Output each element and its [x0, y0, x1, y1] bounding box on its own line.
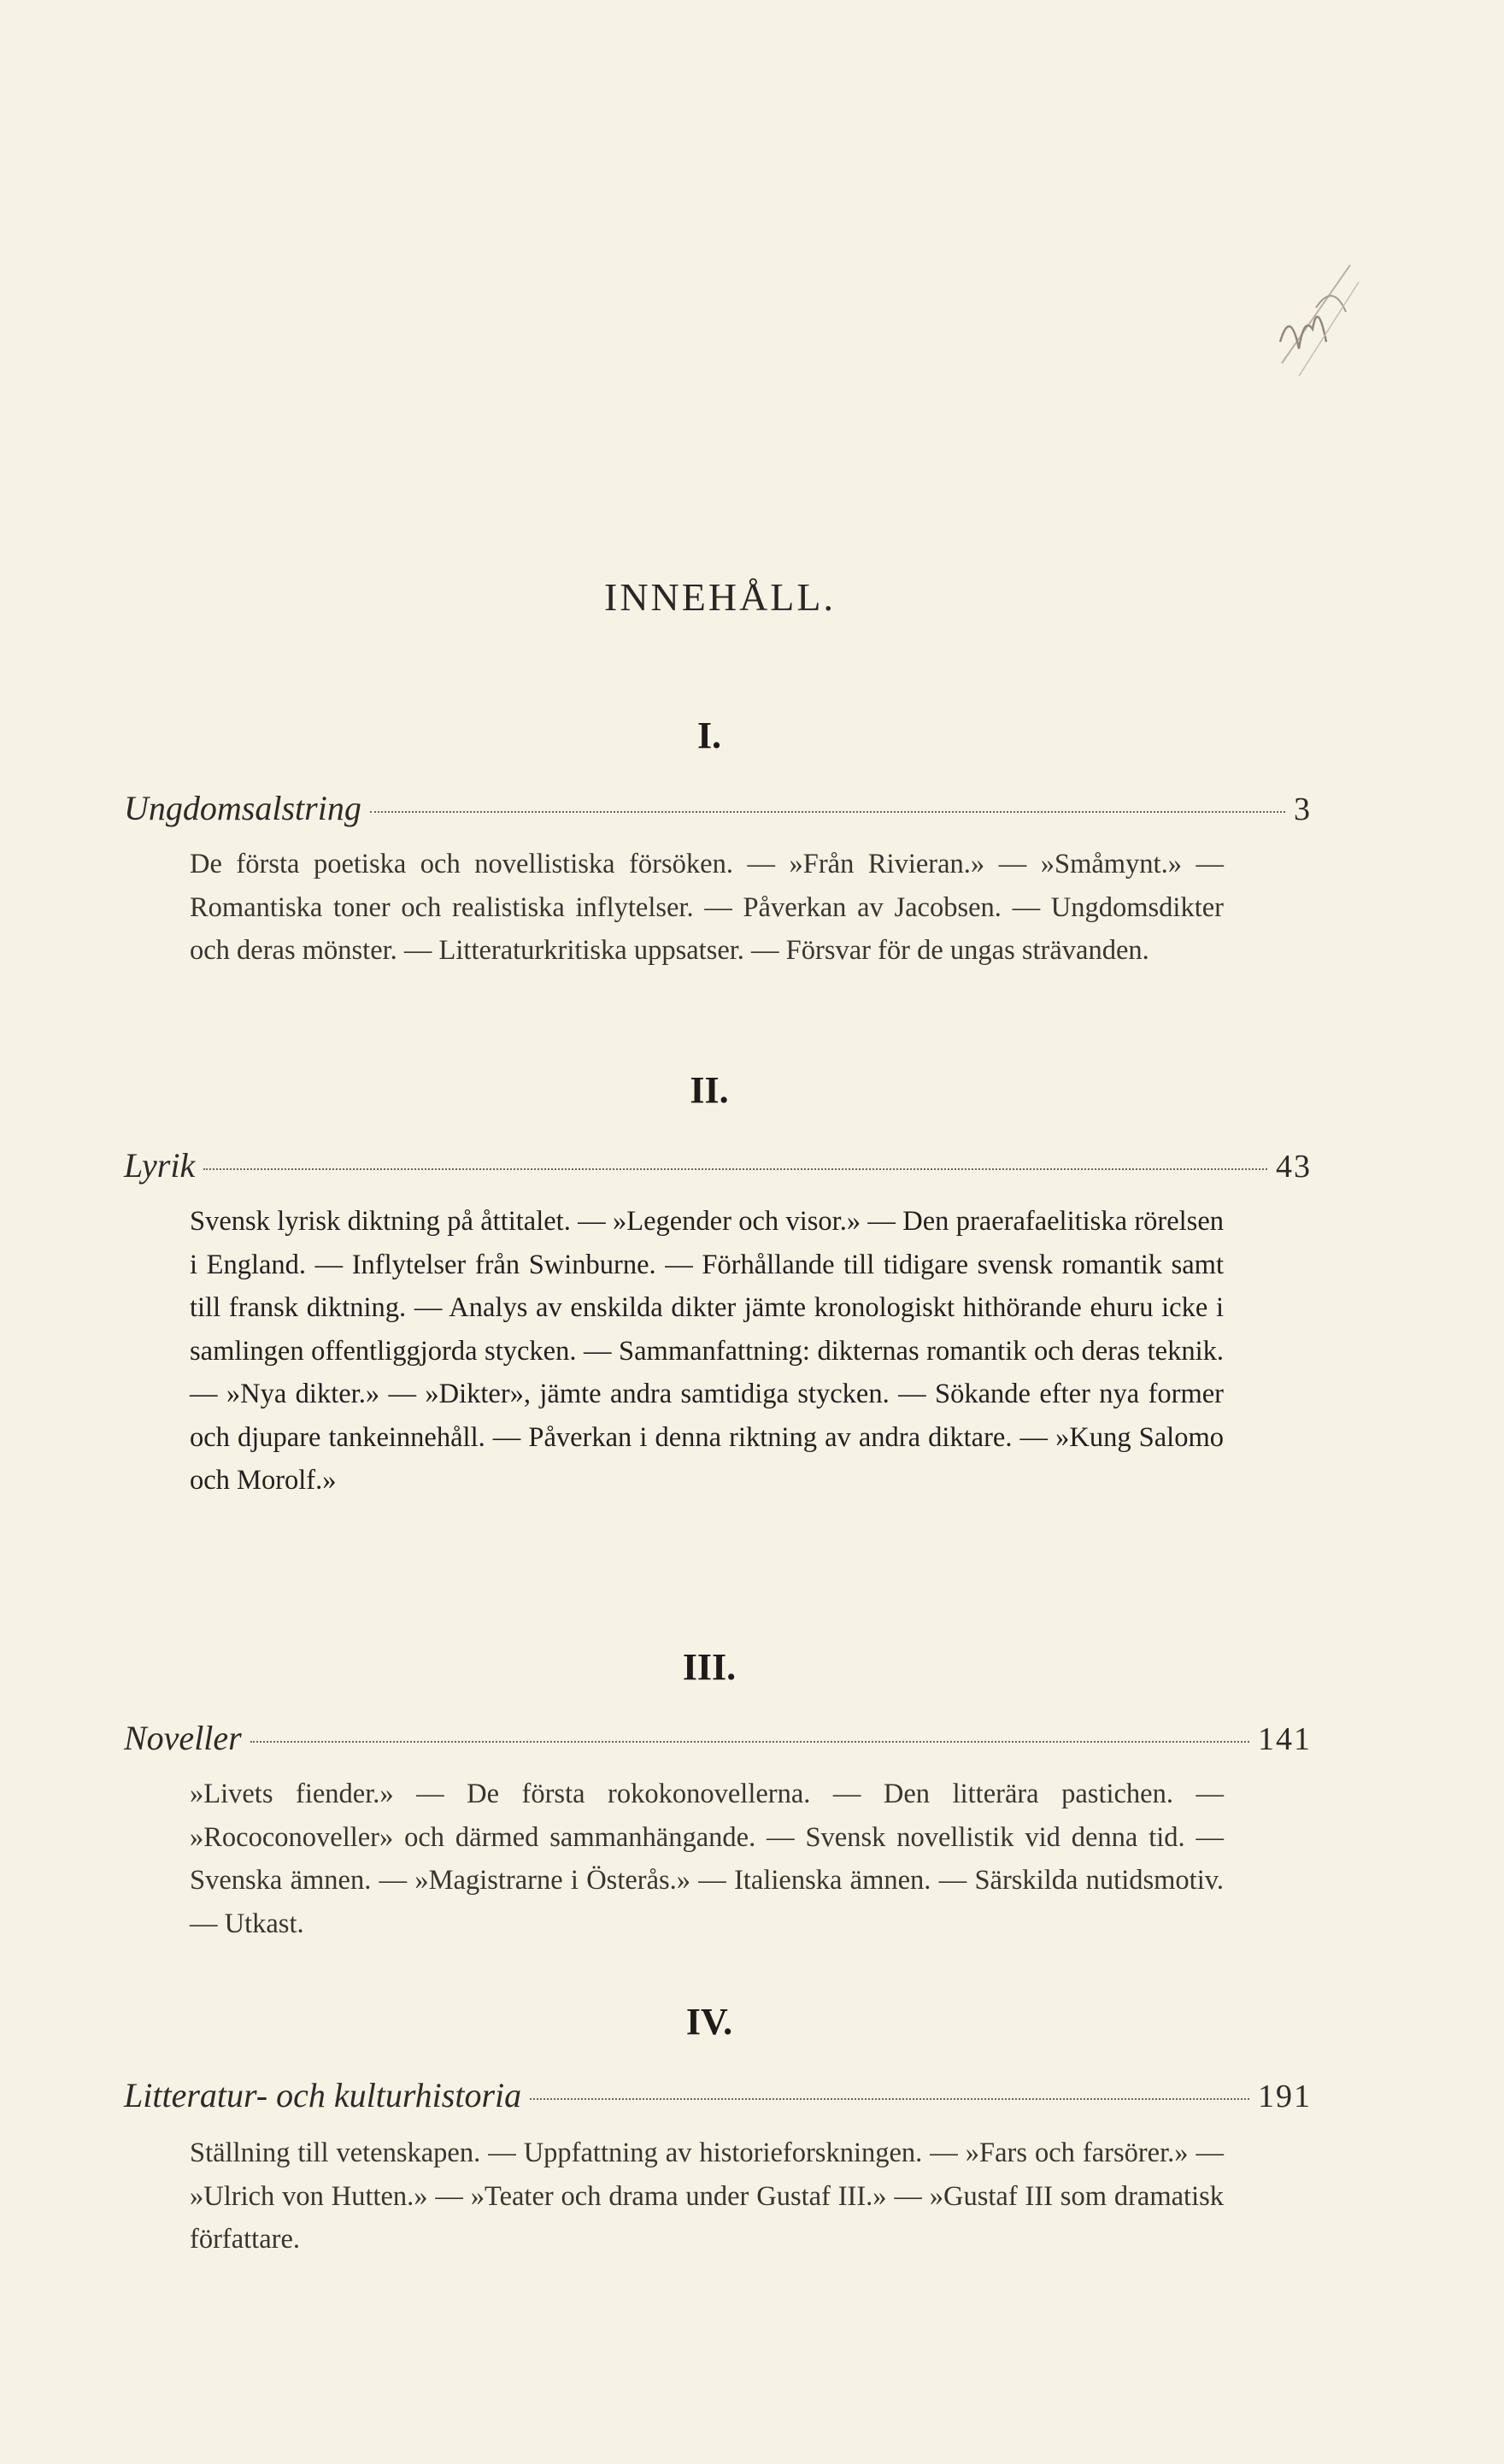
toc-entry [124, 1145, 1312, 1185]
section-numeral: III. [682, 1646, 737, 1688]
section-numeral: IV. [685, 2001, 733, 2043]
entry-page-number: 43 [1276, 1149, 1312, 1185]
section-numeral: I. [696, 715, 722, 756]
toc-entry [124, 788, 1312, 828]
toc-entry [124, 1718, 1312, 1758]
dot-leader [370, 811, 1285, 813]
entry-page-number: 3 [1294, 791, 1312, 827]
entry-description: De första poetiska och novellistiska försöken. — »Från Rivieran.» — »Småmynt.» — Romantiska toner och realistiska inflytelser. — Påverkan av Jacobsen. — Ungdomsdikter och deras mönster. — Litteraturkritiska uppsatser. — Försvar för de ungas strävanden. [190, 849, 1224, 966]
entry-title: Litteratur- och kulturhistoria [124, 2076, 522, 2114]
entry-description: Ställning till vetenskapen. — Uppfattning av historieforskningen. — »Fars och farsörer.» — »Ulrich von Hutten.» — »Teater och drama under Gustaf III.» — »Gustaf III som dramatisk författare. [190, 2138, 1224, 2255]
entry-title: Ungdomsalstring [124, 789, 361, 827]
entry-description: Svensk lyrisk diktning på åttitalet. — »Legender och visor.» — Den praerafaelitiska rörelsen i England. — Inflytelser från Swinburne. — Förhållande till tidigare svensk romantik samt till fransk diktning. — Analys av enskilda dikter jämte kronologiskt hithörande ehuru icke i samlingen offentliggjorda stycken. — Sammanfattning: dikternas romantik och deras teknik. — »Nya dikter.» — »Dikter», jämte andra samtidiga stycken. — Sökande efter nya former och djupare tankeinnehåll. — Påverkan i denna riktning av andra diktare. — »Kung Salomo och Morolf.» [190, 1206, 1224, 1496]
entry-page-number: 141 [1258, 1721, 1312, 1757]
pencil-annotation-icon [1265, 248, 1367, 385]
entry-title: Noveller [124, 1719, 242, 1757]
entry-page-number: 191 [1258, 2079, 1312, 2114]
section-numeral: II. [690, 1069, 729, 1111]
page-title: INNEHÅLL. [604, 575, 836, 619]
entry-description: »Livets fiender.» — De första rokokonovellerna. — Den litterära pastichen. — »Rococonoveller» och därmed sammanhängande. — Svensk novellistik vid denna tid. — Svenska ämnen. — »Magistrarne i Österås.» — Italienska ämnen. — Särskilda nutidsmotiv. — Utkast. [190, 1779, 1224, 1939]
toc-entry [124, 2075, 1312, 2115]
dot-leader [250, 1741, 1249, 1743]
dot-leader [203, 1168, 1267, 1170]
entry-title: Lyrik [124, 1146, 196, 1185]
dot-leader [530, 2098, 1249, 2100]
